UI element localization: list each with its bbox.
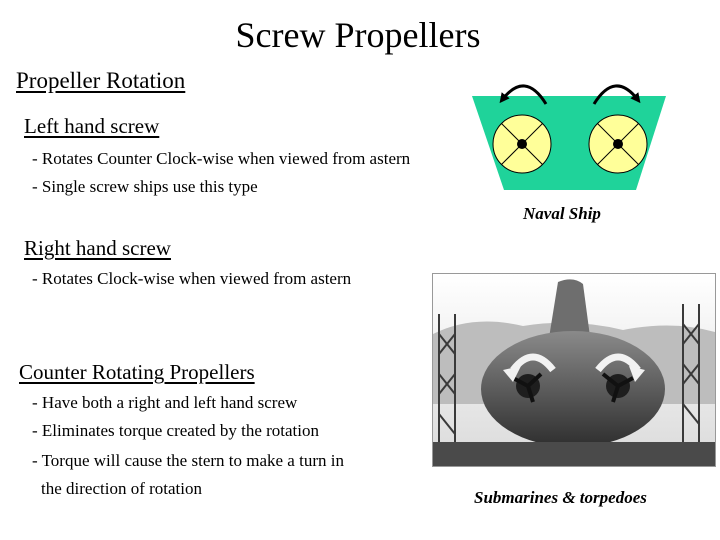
slide-title: Screw Propellers (235, 15, 481, 55)
starboard-propeller (589, 115, 647, 173)
submarine-stern-photo (432, 273, 716, 467)
bullet-counter-3: - Torque will cause the stern to make a turn in (32, 451, 344, 470)
port-propeller (493, 115, 551, 173)
submarine-hull (481, 331, 665, 447)
bullet-counter-4: the direction of rotation (41, 479, 202, 498)
bullet-counter-1: - Have both a right and left hand screw (32, 393, 298, 412)
heading-right-hand-screw: Right hand screw (24, 236, 171, 260)
naval-ship-stern-diagram (470, 78, 670, 200)
caption-naval-ship: Naval Ship (523, 204, 601, 223)
bullet-left-hand-1: - Rotates Counter Clock-wise when viewed from astern (32, 149, 411, 168)
caption-submarine: Submarines & torpedoes (474, 488, 647, 507)
bullet-left-hand-2: - Single screw ships use this type (32, 177, 258, 196)
bullet-counter-2: - Eliminates torque created by the rotation (32, 421, 320, 440)
heading-counter-rotating: Counter Rotating Propellers (19, 360, 255, 384)
heading-left-hand-screw: Left hand screw (24, 114, 160, 138)
bullet-right-hand-1: - Rotates Clock-wise when viewed from astern (32, 269, 352, 288)
section-heading-propeller-rotation: Propeller Rotation (16, 68, 186, 93)
